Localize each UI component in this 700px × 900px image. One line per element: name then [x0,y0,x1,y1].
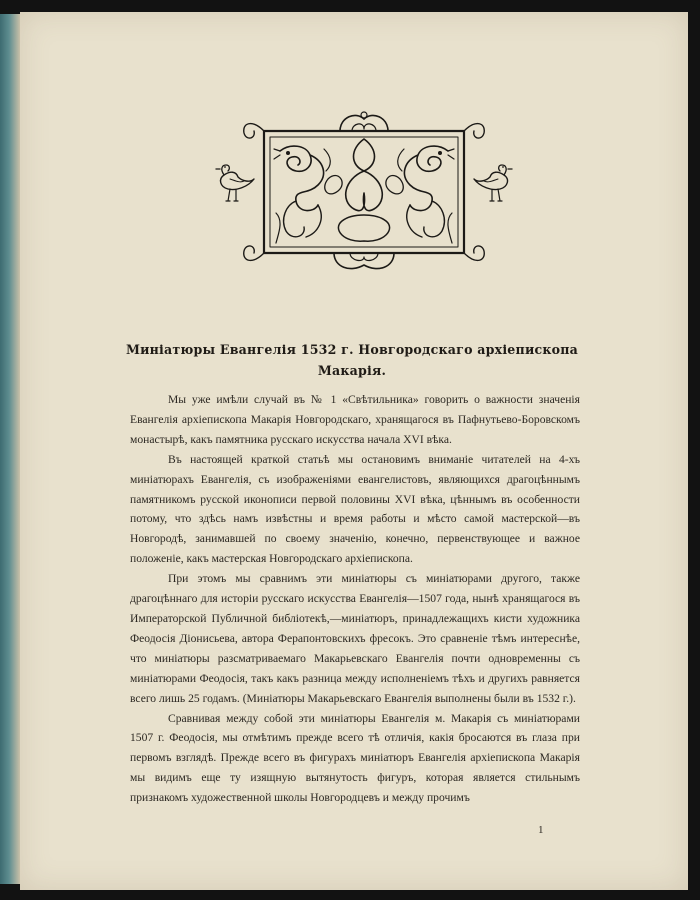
paragraph: При этомъ мы сравнимъ эти миніатюры съ миніатюрами другого, также драгоцѣннаго для исторіи русскаго искусства Евангелія—1507 года, нынѣ хранящагося въ Императорской Публичной библіотекѣ,—миніатюръ, принадлежащихъ кисти художника Феодосія Діонисьева, автора Ферапонтовскихъ фресокъ. Это сравненіе тѣмъ интереснѣе, что миніатюры разсматриваемаго Макарьевскаго Евангелія почти одновременны съ миніатюрами Феодосія, такъ какъ разница между исполненіемъ тѣхъ и другихъ равняется всего лишь 25 годамъ. (Миніатюры Макарьевскаго Евангелія выполнены были въ 1532 г.). [130,572,580,705]
page-number: 1 [538,824,544,836]
article-title: Миніатюры Евангелія 1532 г. Новгородскаго архіепископа Макарія. [125,342,579,378]
interlace-headpiece-ornament [214,109,514,277]
paragraph: Въ настоящей краткой статьѣ мы остановимъ вниманіе читателей на 4-хъ миніатюрахъ Евангелія, съ изображеніями евангелистовъ, являющихся драгоцѣннымъ памятникомъ русской иконописи первой половины XVI вѣка, цѣннымъ въ особенности потому, что здѣсь намъ извѣстны и время работы и мѣсто самой мастерской—въ Новгородѣ, занимавшей по своему значенію, конечно, первенствующее и важное положеніе, какъ мастерская Новгородскаго архіепископа. [130,452,580,566]
article-body [130,390,580,808]
paragraph: Сравнивая между собой эти миніатюры Евангелія м. Макарія съ миніатюрами 1507 г. Феодосія, мы отмѣтимъ прежде всего тѣ отличія, какія бросаются въ глаза при первомъ взглядѣ. Прежде всего въ фигурахъ миніатюръ Евангелія архіепископа Макарія мы видимъ еще ту изящную вытянутость фигуръ, которая является стильнымъ признакомъ художественной школы Новгородцевъ и между прочимъ [130,711,580,805]
bird-icon [216,165,254,201]
book-spine-edge [0,14,20,884]
book-page [20,12,688,890]
bird-icon [474,165,512,201]
paragraph: Мы уже имѣли случай въ № 1 «Свѣтильника» говорить о важности значенія Евангелія архіепископа Макарія Новгородскаго, хранящагося въ Пафнутьево-Боровскомъ монастырѣ, какъ памятника русскаго искусства начала XVI вѣка. [130,393,580,446]
